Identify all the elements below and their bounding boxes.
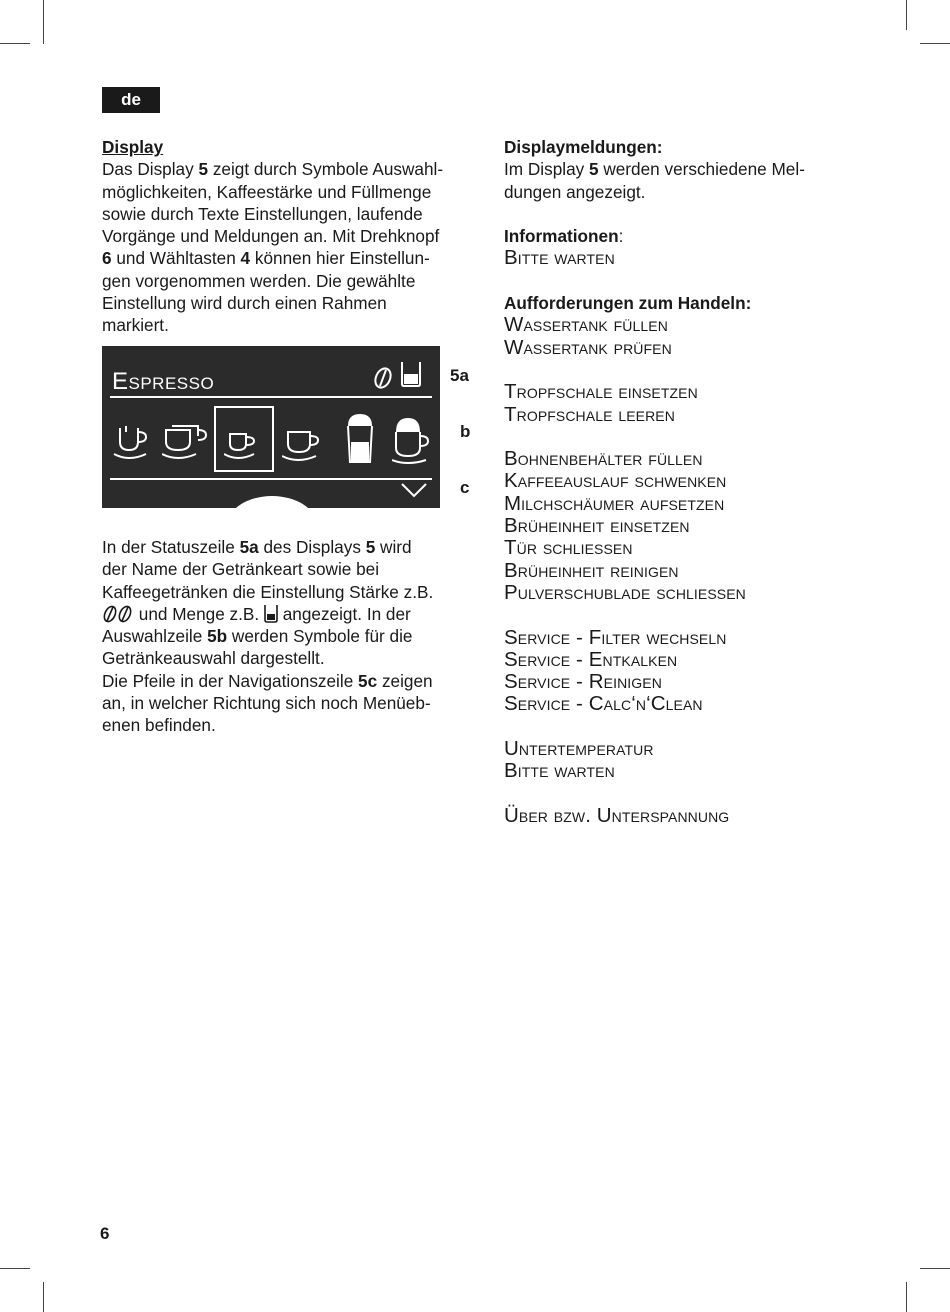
ref-number: 5c [358,670,378,691]
text: des Displays [258,537,366,557]
message-item: Pulverschublade schliessen [504,580,746,604]
callout-5a: 5a [450,366,469,385]
crop-mark [920,1268,950,1269]
navigation-divider [110,478,432,480]
latte-macchiato-icon [344,412,376,466]
fill-amount-icon [264,604,278,623]
fill-amount-icon [400,360,422,388]
callout-c: c [460,478,470,497]
crop-mark [920,43,950,44]
message-item: Tropfschale einsetzen [504,380,698,404]
subheading-information [504,225,864,247]
paragraph-line: enen befinden. [102,715,216,736]
paragraph-line: Einstellung wird durch einen Rahmen [102,293,387,314]
crop-mark [43,0,44,44]
left-column-lower [102,536,472,737]
espresso-double-icon [112,424,154,464]
message-item: Kaffeeauslauf schwenken [504,469,727,493]
paragraph-line: an, in welcher Richtung sich noch Menüeb- [102,693,431,714]
left-column [102,136,472,337]
paragraph-line [102,603,472,625]
text: Das Display [102,159,199,180]
paragraph-line [102,625,472,647]
spacer [504,716,864,738]
crop-mark [0,43,30,44]
coffee-icon [282,428,326,464]
message-item: Über bzw. Unterspannung [504,803,730,827]
message-item: Milchschäumer aufsetzen [504,491,725,515]
ref-number: 5a [239,537,259,557]
text: Im Display [504,159,589,180]
paragraph-line: Getränkeauswahl dargestellt. [102,648,325,669]
paragraph-line: Kaffeegetränken die Einstellung Stärke z.B. [102,581,434,602]
text: Informationen [504,226,619,247]
subheading-actions: Aufforderungen zum Handeln: [504,293,752,314]
text: zeigen [377,670,433,691]
spacer [504,604,864,626]
spacer [504,783,864,805]
paragraph-line: dungen angezeigt. [504,181,646,202]
ref-number: 5 [198,159,209,180]
paragraph-line [102,247,472,269]
message-item: Service - Entkalken [504,647,678,671]
message-item: Service - Calc‘n‘Clean [504,692,703,716]
message-item: Wassertank füllen [504,313,668,337]
espresso-icon [224,430,264,464]
crop-mark [43,1282,44,1312]
coffee-bean-icon [372,366,394,390]
message-item: Brüheinheit reinigen [504,558,679,582]
text: können hier Einstellun- [250,248,430,269]
paragraph-line [504,158,864,180]
text: Auswahlzeile [102,626,208,647]
status-divider [110,396,432,398]
message-item: Service - Reinigen [504,670,662,694]
ref-number: 6 [102,248,112,269]
paragraph-line: möglichkeiten, Kaffeestärke und Füllmenge [102,181,432,202]
text: angezeigt. In der [277,603,411,624]
page-number: 6 [100,1224,110,1243]
text: werden verschiedene Mel- [598,159,805,180]
right-column [504,136,864,827]
paragraph-line [102,670,472,692]
paragraph-line: Vorgänge und Meldungen an. Mit Drehknopf [102,226,440,247]
chevron-down-icon [400,482,428,500]
display-panel-illustration [102,346,440,508]
ref-number: 5 [365,537,376,557]
spacer [504,270,864,292]
message-item: Wassertank prüfen [504,335,672,359]
text: zeigt durch Symbole Auswahl- [208,159,444,180]
crop-mark [0,1268,30,1269]
text: In der Statuszeile [102,537,240,557]
message-item: Tropfschale leeren [504,402,675,426]
section-heading-messages: Displaymeldungen: [504,137,663,157]
message-item: Service - Filter wechseln [504,625,727,649]
paragraph-line: sowie durch Texte Einstellungen, laufende [102,203,423,224]
paragraph-line: gen vorgenommen werden. Die gewählte [102,270,416,291]
cappuccino-icon [392,416,432,466]
paragraph-line [102,536,472,558]
message-item: Brüheinheit einsetzen [504,514,690,538]
spacer [504,203,864,225]
text: und Menge z.B. [134,603,264,624]
message-item: Tür schliessen [504,536,633,560]
message-item: Untertemperatur [504,737,654,761]
text: : [618,226,624,247]
text: und Wähltasten [111,248,241,269]
text: wird [375,537,412,557]
language-tab: de [102,87,160,113]
message-item: Bitte warten [504,759,615,783]
ref-number: 5b [207,626,228,647]
text: werden Symbole für die [227,626,413,647]
ref-number: 5 [589,159,599,180]
ref-number: 4 [240,248,251,269]
screen-title: Espresso [112,368,215,395]
message-item: Bohnenbehälter füllen [504,447,703,471]
knob-arc [227,496,317,508]
paragraph-line [102,158,472,180]
spacer [504,359,864,381]
section-heading-display: Display [102,137,164,157]
callout-b: b [460,422,471,441]
paragraph-line: der Name der Getränkeart sowie bei [102,559,380,580]
spacer [504,426,864,448]
crop-mark [906,1282,907,1312]
crop-mark [906,0,907,30]
coffee-double-icon [162,424,210,464]
paragraph-line: markiert. [102,315,169,336]
double-bean-icon [102,605,134,623]
message-item: Bitte warten [504,246,615,270]
text: Die Pfeile in der Navigationszeile [102,670,359,691]
